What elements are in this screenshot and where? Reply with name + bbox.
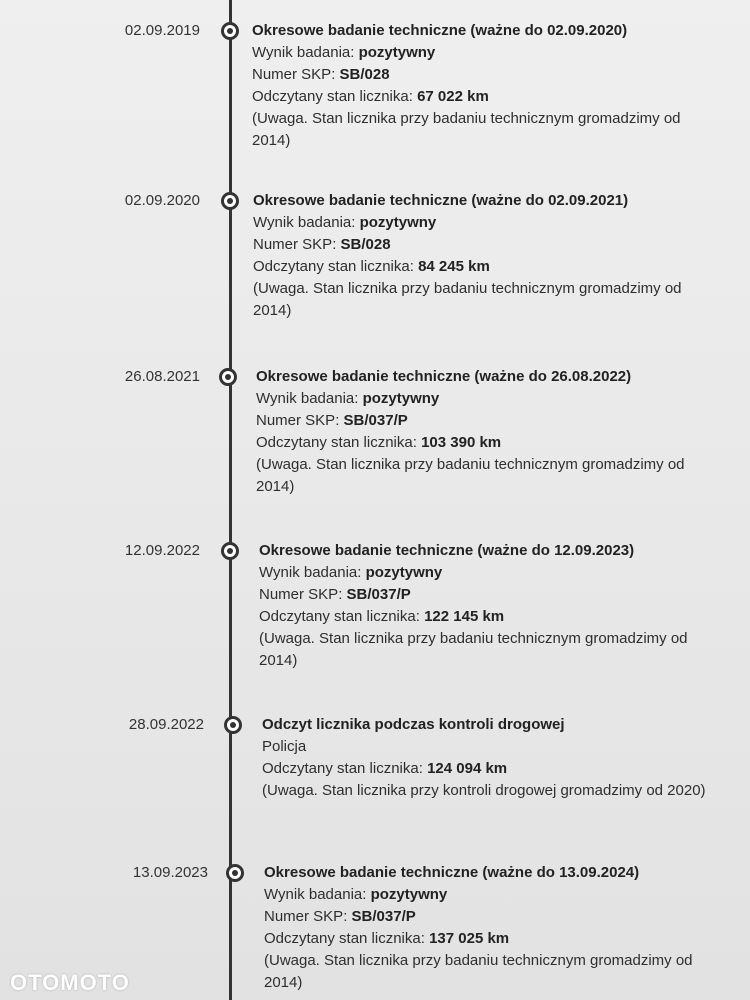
entry-odometer: Odczytany stan licznika: 122 145 km (259, 608, 505, 625)
timeline-marker-icon (226, 864, 244, 882)
otomoto-watermark: OTOMOTO (10, 970, 130, 995)
entry-note: (Uwaga. Stan licznika przy badaniu technicznym gromadzimy od 2014) (253, 280, 682, 319)
entry-skp: Numer SKP: SB/028 (252, 66, 390, 83)
entry-odometer: Odczytany stan licznika: 124 094 km (262, 760, 508, 777)
entry-content (256, 366, 726, 498)
entry-content (259, 540, 729, 672)
entry-date: 02.09.2019 (124, 22, 200, 39)
entry-result: Wynik badania: pozytywny (253, 214, 437, 231)
entry-date: 28.09.2022 (128, 716, 204, 733)
entry-result: Wynik badania: pozytywny (252, 44, 436, 61)
entry-note: (Uwaga. Stan licznika przy badaniu technicznym gromadzimy od 2014) (256, 456, 685, 495)
entry-date: 13.09.2023 (132, 864, 208, 881)
entry-title: Okresowe badanie techniczne (ważne do 02.09.2020) (252, 22, 628, 39)
entry-note: (Uwaga. Stan licznika przy badaniu technicznym gromadzimy od 2014) (259, 630, 688, 669)
timeline-marker-icon (221, 22, 239, 40)
entry-title: Okresowe badanie techniczne (ważne do 26.08.2022) (256, 368, 632, 385)
entry-content (252, 20, 722, 152)
entry-skp: Numer SKP: SB/028 (253, 236, 391, 253)
entry-odometer: Odczytany stan licznika: 103 390 km (256, 434, 502, 451)
entry-skp: Numer SKP: SB/037/P (259, 586, 411, 603)
timeline-marker-icon (221, 192, 239, 210)
entry-odometer: Odczytany stan licznika: 67 022 km (252, 88, 489, 105)
entry-title: Okresowe badanie techniczne (ważne do 13.09.2024) (264, 864, 640, 881)
entry-date: 26.08.2021 (124, 368, 200, 385)
timeline-marker-icon (219, 368, 237, 386)
entry-odometer: Odczytany stan licznika: 84 245 km (253, 258, 490, 275)
entry-content (253, 190, 723, 322)
entry-odometer: Odczytany stan licznika: 137 025 km (264, 930, 510, 947)
entry-content (264, 862, 734, 994)
entry-skp: Numer SKP: SB/037/P (264, 908, 416, 925)
entry-note: (Uwaga. Stan licznika przy badaniu technicznym gromadzimy od 2014) (264, 952, 693, 991)
entry-note: (Uwaga. Stan licznika przy kontroli drogowej gromadzimy od 2020) (262, 782, 706, 799)
entry-title: Odczyt licznika podczas kontroli drogowej (262, 716, 565, 733)
entry-result: Wynik badania: pozytywny (259, 564, 443, 581)
entry-skp: Numer SKP: SB/037/P (256, 412, 408, 429)
timeline-line (229, 0, 232, 1000)
timeline-marker-icon (224, 716, 242, 734)
entry-note: (Uwaga. Stan licznika przy badaniu technicznym gromadzimy od 2014) (252, 110, 681, 149)
timeline-marker-icon (221, 542, 239, 560)
entry-result: Wynik badania: pozytywny (264, 886, 448, 903)
entry-date: 12.09.2022 (124, 542, 200, 559)
entry-source: Policja (262, 738, 307, 755)
entry-title: Okresowe badanie techniczne (ważne do 02.09.2021) (253, 192, 629, 209)
entry-content (262, 714, 732, 802)
entry-title: Okresowe badanie techniczne (ważne do 12.09.2023) (259, 542, 635, 559)
entry-result: Wynik badania: pozytywny (256, 390, 440, 407)
entry-date: 02.09.2020 (124, 192, 200, 209)
